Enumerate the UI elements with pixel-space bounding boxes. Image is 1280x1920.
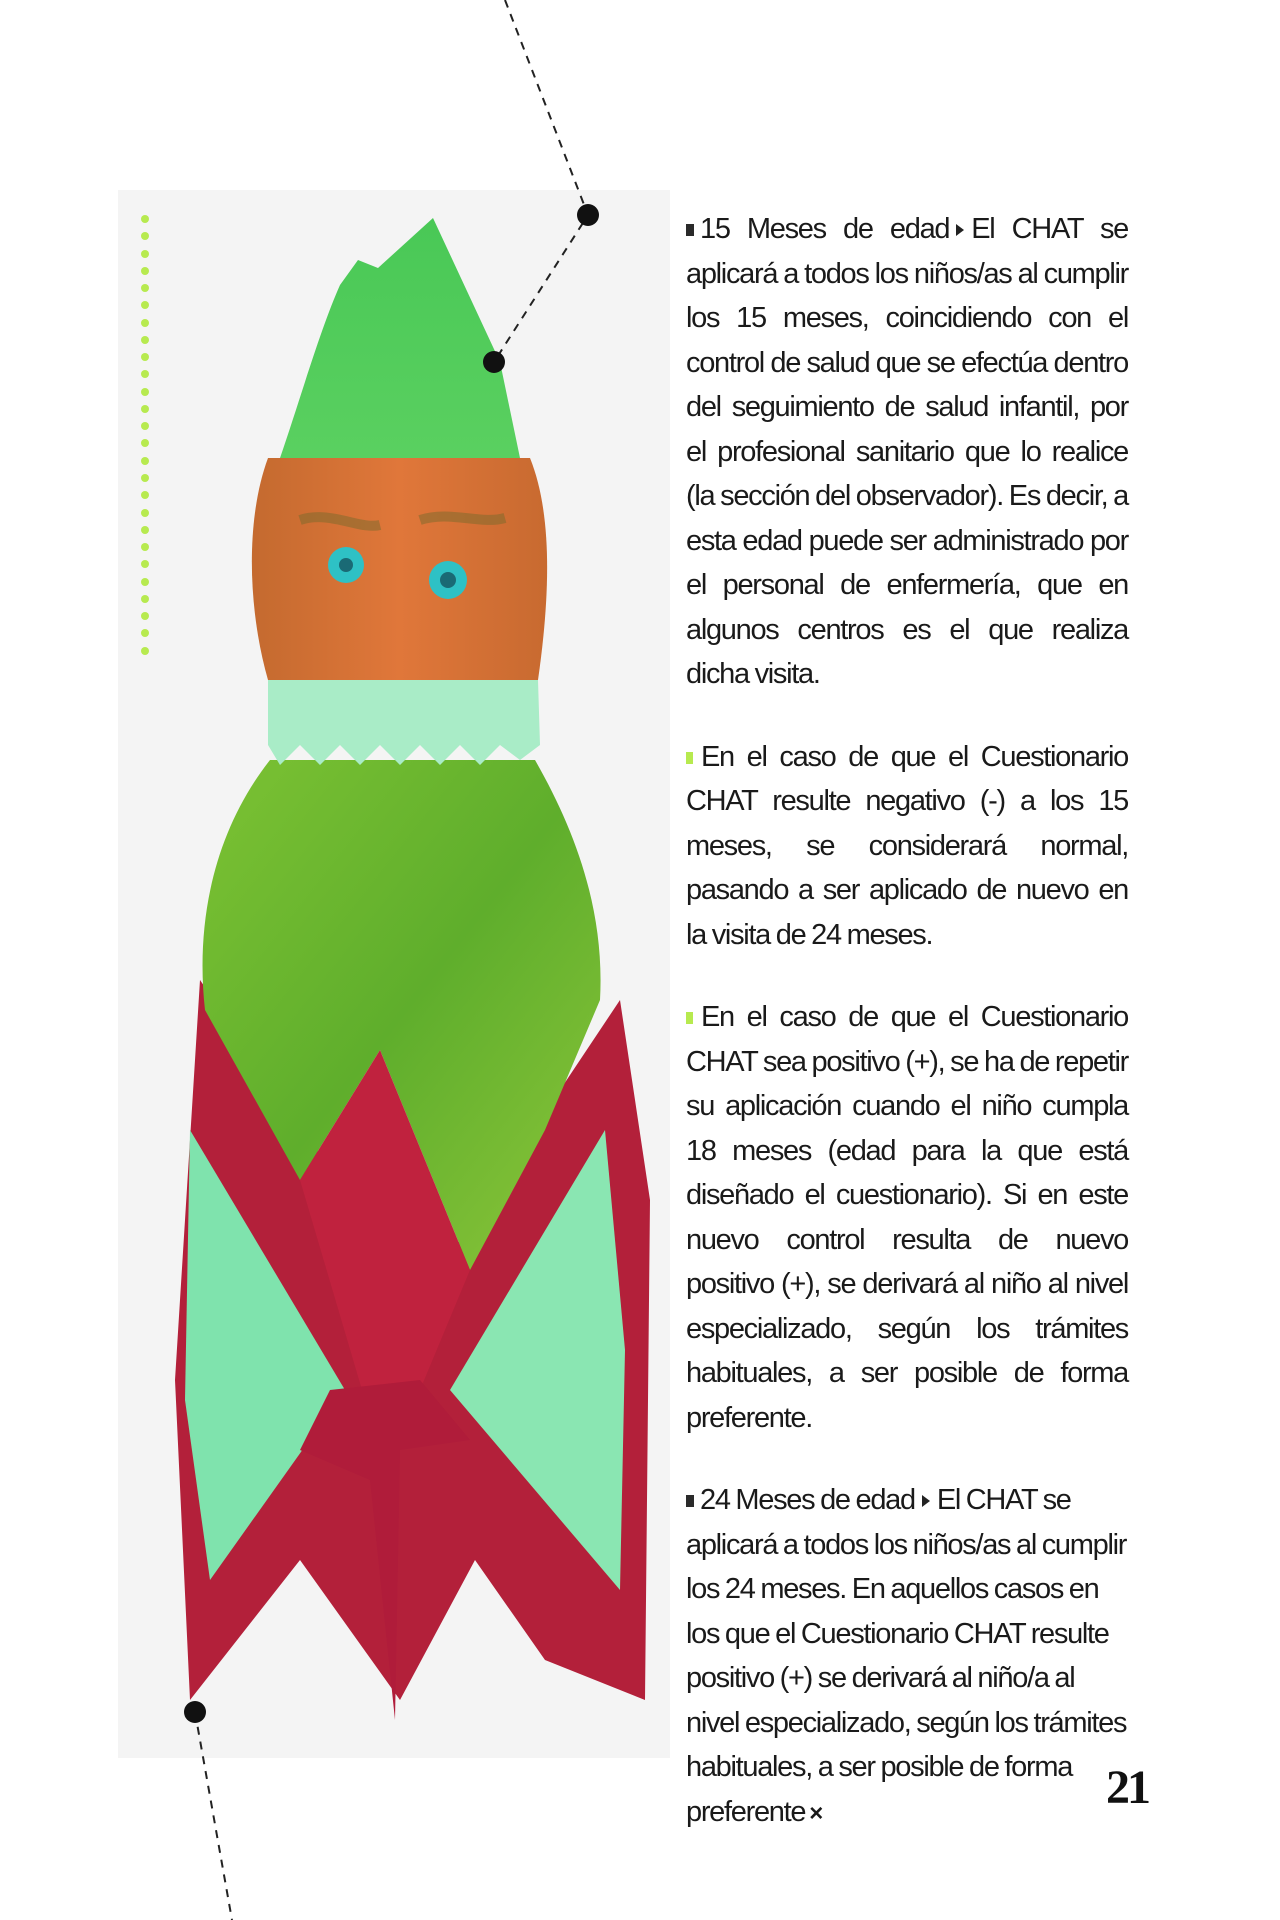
guide-dot-top: [577, 204, 599, 226]
end-mark-icon: ×: [809, 1799, 822, 1827]
paragraph-lead: 24 Meses de edad: [700, 1484, 915, 1516]
paragraph-15-months: [686, 207, 1128, 697]
paragraph-text: El CHAT se aplicará a todos los niños/as al cumplir los 15 meses, coincidiendo con el control de salud que se efectúa dentro del seguimiento de salud infantil, por el profesional sanitario que lo realice (la sección del observador). Es decir, a esta edad puede ser administrado por el personal de enfermería, que en algunos centros es el que realiza dicha visita.: [686, 213, 1128, 690]
paragraph-text: En el caso de que el Cuestionario CHAT resulte negativo (-) a los 15 meses, se considerará normal, pasando a ser aplicado de nuevo en la visita de 24 meses.: [686, 740, 1128, 951]
paragraph-positive-result: [686, 995, 1128, 1440]
square-bullet-icon: [686, 1012, 693, 1024]
green-top-cone: [280, 218, 520, 458]
page-number: 21: [1106, 1761, 1148, 1814]
paragraph-lead: 15 Meses de edad: [700, 213, 950, 245]
paragraph-24-months: [686, 1478, 1128, 1836]
paragraph-negative-result: [686, 735, 1128, 958]
dashed-guide-line-bottom: [195, 1712, 232, 1920]
square-bullet-icon: [686, 224, 694, 236]
body-text-column: [686, 207, 1128, 1874]
guide-dot-bottom: [184, 1701, 206, 1723]
arrow-right-icon: [922, 1495, 930, 1507]
arrow-right-icon: [956, 224, 964, 236]
paragraph-text: El CHAT se aplicará a todos los niños/as al cumplir los 24 meses. En aquellos casos en los que el Cuestionario CHAT resulte positivo (+) se derivará al niño/a al nivel especializado, según los trámites habituales, a ser posible de forma preferente: [686, 1484, 1127, 1828]
square-bullet-icon: [686, 752, 693, 764]
dashed-guide-line-top: [494, 0, 588, 362]
guide-dot-mid: [483, 351, 505, 373]
orange-face: [252, 458, 547, 680]
square-bullet-icon: [686, 1495, 694, 1507]
paragraph-text: En el caso de que el Cuestionario CHAT sea positivo (+), se ha de repetir su aplicación cuando el niño cumpla 18 meses (edad para la que está diseñado el cuestionario). Si en este nuevo control resulta de nuevo positivo (+), se derivará al niño al nivel especializado, según los trámites habituales, a ser posible de forma preferente.: [686, 1001, 1128, 1434]
zigzag-collar: [268, 680, 540, 765]
